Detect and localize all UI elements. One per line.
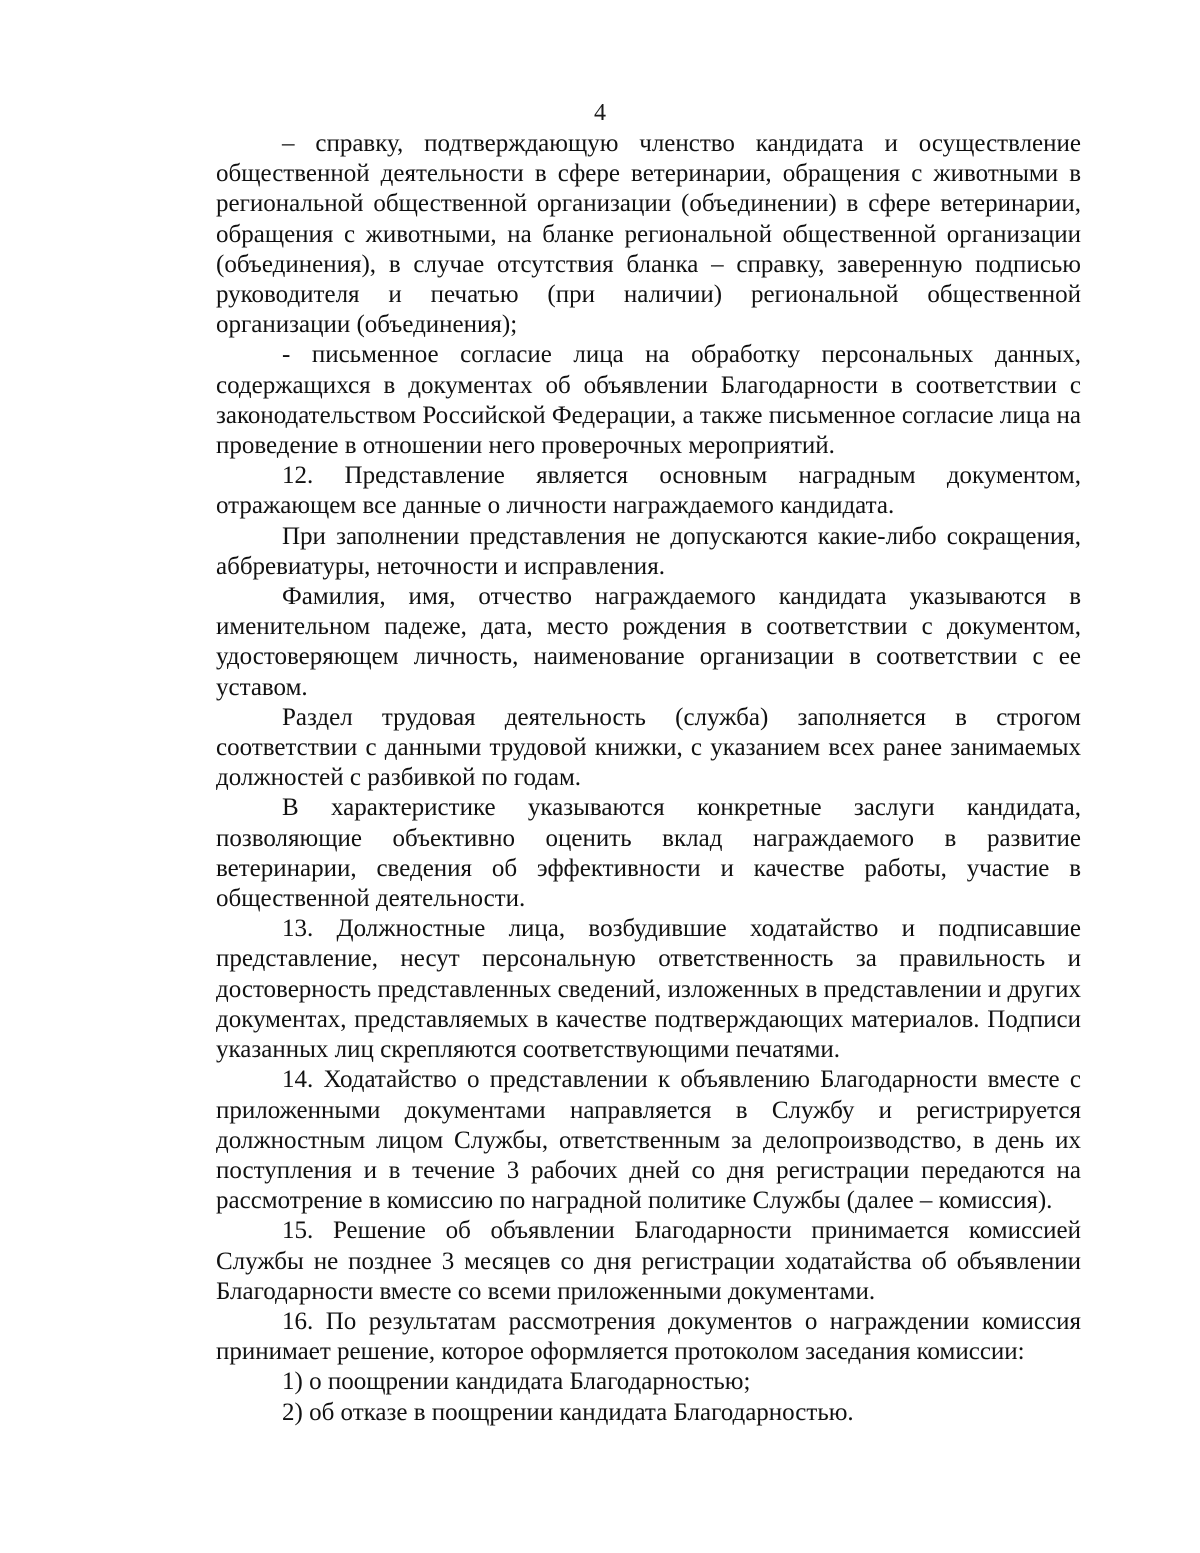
paragraph-personal-data-consent: - письменное согласие лица на обработку персональных данных, содержащихся в документах об объявлении Благодарности в соответствии с законодательством Российской Федерации, а также письменное согласие лица на проведение в отношении него проверочных мероприятий.	[216, 341, 1081, 460]
paragraph-14-petition: 14. Ходатайство о представлении к объявлению Благодарности вместе с приложенными документами направляется в Службу и регистрируется должностным лицом Службы, ответственным за делопроизводство, в день их поступления и в течение 3 рабочих дней со дня регистрации передаются на рассмотрение в комиссию по наградной политике Службы (далее – комиссия).	[216, 1066, 1081, 1215]
paragraph-16-results: 16. По результатам рассмотрения документов о награждении комиссия принимает решение, которое оформляется протоколом заседания комиссии:	[216, 1307, 1081, 1366]
list-item-encouragement: 1) о поощрении кандидата Благодарностью;	[282, 1368, 751, 1396]
paragraph-membership-certificate: – справку, подтверждающую членство кандидата и осуществление общественной деятельности в сфере ветеринарии, обращения с животными в региональной общественной организации (объединении) в сфере ветеринарии, обращения с животными, на бланке региональной общественной организации (объединения), в случае отсутствия бланка – справку, заверенную подписью руководителя и печатью (при наличии) региональной общественной организации (объединения);	[216, 130, 1081, 339]
paragraph-characteristics: В характеристике указываются конкретные заслуги кандидата, позволяющие объективно оценить вклад награждаемого в развитие ветеринарии, сведения об эффективности и качестве работы, участие в общественной деятельности.	[216, 794, 1081, 913]
paragraph-15-decision: 15. Решение об объявлении Благодарности принимается комиссией Службы не позднее 3 месяцев со дня регистрации ходатайства об объявлении Благодарности вместе со всеми приложенными документами.	[216, 1217, 1081, 1305]
paragraph-12-submission: 12. Представление является основным наградным документом, отражающем все данные о личности награждаемого кандидата.	[216, 462, 1081, 520]
paragraph-no-abbreviations: При заполнении представления не допускаются какие-либо сокращения, аббревиатуры, неточности и исправления.	[216, 522, 1081, 580]
page-number: 4	[594, 100, 606, 126]
list-item-refusal: 2) об отказе в поощрении кандидата Благодарностью.	[282, 1398, 854, 1426]
paragraph-full-name: Фамилия, имя, отчество награждаемого кандидата указываются в именительном падеже, дата, место рождения в соответствии с документом, удостоверяющем личность, наименование организации в соответствии с ее уставом.	[216, 583, 1081, 701]
document-body	[216, 129, 1081, 1428]
paragraph-13-responsibility: 13. Должностные лица, возбудившие ходатайство и подписавшие представление, несут персональную ответственность за правильность и достоверность представленных сведений, изложенных в представлении и других документах, представляемых в качестве подтверждающих материалов. Подписи указанных лиц скрепляются соответствующими печатями.	[216, 915, 1081, 1064]
paragraph-work-history: Раздел трудовая деятельность (служба) заполняется в строгом соответствии с данными трудовой книжки, с указанием всех ранее занимаемых должностей с разбивкой по годам.	[216, 703, 1081, 792]
